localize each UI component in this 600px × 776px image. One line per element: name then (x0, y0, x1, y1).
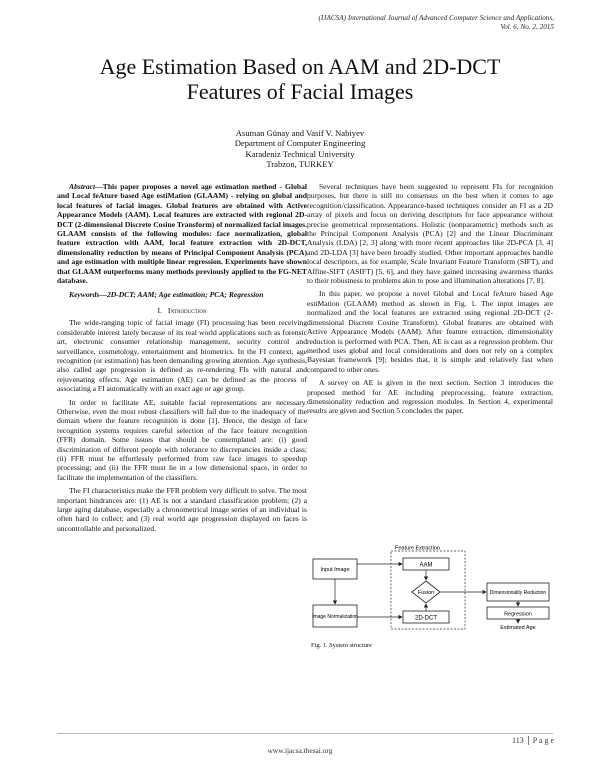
journal-header (319, 14, 554, 32)
section-title: Introduction (167, 305, 207, 315)
footer-url: www.ijacsa.thesai.org (267, 746, 333, 755)
body-paragraph: In this paper, we propose a novel Global and Local feAture based Age estiMation (GLAAM) method as shown in Fig. 1. The input images are normalized and the local features are extracted using regional 2D-DCT (2-dimensional Discrete Cosine Transform). Global features are obtained with Active Appearance Models (AAM). After feature extraction, dimensionality reduction is performed with PCA. Then, AE is cast as a regression problem. Our method uses global and local considerations and does not rely on a complex Bayesian framework [9]; besides that, it is simple and relatively fast when compared to other ones. (307, 289, 553, 374)
dct-label: 2D-DCT (415, 615, 437, 622)
intro-paragraph: In order to facilitate AE, suitable facial representations are necessary. Otherwise, even the most robust classifiers will fail due to the inadequacy of the domain where the feature recognition is done [1]. Hence, the design of face recognition systems requires careful selection of the face feature recognition (FFR) domain. Some issues that should be contemplated are: (i) good discrimination of different people with tolerance to discrepancies inside a class; (ii) FFR must be effortlessly performed from raw face images to speedup processing; and (ii) the FFR must lie in a low dimensional space, in order to facilitate the implementation of the classifiers. (57, 397, 307, 482)
page-divider (528, 736, 529, 745)
journal-header-line1: (IJACSA) International Journal of Advanced Computer Science and Applications, (318, 14, 554, 22)
author-university: Karadeniz Technical University (245, 148, 355, 159)
section-number: I. (157, 305, 162, 315)
page-number (512, 736, 554, 745)
regression-label: Regression (504, 611, 532, 618)
feature-extraction-label: Feature Extraction (395, 545, 440, 552)
keywords: Keywords—2D-DCT; AAM; Age estimation; PCA; Regression (69, 290, 264, 300)
image-normalization-label: Image Normalization (312, 614, 358, 620)
aam-label: AAM (419, 562, 433, 569)
paper-title (40, 54, 560, 104)
footer-rule (57, 733, 553, 734)
figure-caption: Fig. 1. System structure (311, 642, 372, 649)
author-city: Trabzon, TURKEY (266, 158, 334, 169)
body-paragraph: Several techniques have been suggested to represent FIs for recognition purposes, but there is still no consensus on the best when it comes to age recognition/classification. Appearance-based techniques consider an FI as a 2D array of pixels and focus on deriving descriptors for face appearance without precise geometrical representations. Holistic (nonparametric) methods such as the Principal Component Analysis (PCA) [2] and the Linear Discriminant Analysis (LDA) [2, 3] along with more recent approaches like 2D-PCA [3, 4] and 2D-LDA [3] have been broadly studied. Other important approaches handle local descriptors, as for example, Scale Invariant Feature Transform (SIFT), and Affine-SIFT (ASIFT) [5, 6], and they have gained increasing awareness thanks to their robustness to problems akin to pose and illumination alterations [7, 8]. (307, 182, 553, 286)
right-column (307, 182, 553, 420)
title-line2: Features of Facial Images (186, 79, 414, 104)
page-number-value: 113 (512, 736, 524, 745)
page-label: P a g e (532, 736, 554, 745)
journal-header-line2: Vol. 6, No. 2, 2015 (500, 23, 554, 31)
left-column (57, 182, 307, 537)
title-line1: Age Estimation Based on AAM and 2D-DCT (99, 54, 501, 79)
abstract (57, 182, 307, 285)
author-block (40, 128, 560, 169)
abstract-label: Abstract— (69, 182, 103, 191)
system-structure-diagram (311, 545, 551, 631)
dimensionality-reduction-label: Dimensionality Reduction (489, 590, 547, 596)
section-heading-introduction (57, 306, 307, 315)
author-names: Asuman Günay and Vasif V. Nabiyev (235, 128, 365, 138)
author-department: Department of Computer Engineering (234, 138, 366, 149)
abstract-text: This paper proposes a novel age estimation method - Global and Local feAture based Age estiMation (GLAAM) - relying on global and local features of facial images. Global features are obtained with Active Appearance Models (AAM). Local features are extracted with regional 2D-DCT (2-dimensional Discrete Cosine Transform) of normalized facial images. GLAAM consists of the following modules: face normalization, global feature extraction with AAM, local feature extraction with 2D-DCT, dimensionality reduction by means of Principal Component Analysis (PCA) and age estimation with multiple linear regression. Experiments have shown that GLAAM outperforms many methods previously applied to the FG-NET database. (57, 182, 307, 286)
body-paragraph: A survey on AE is given in the next section. Section 3 introduces the proposed method for AE including preprocessing, feature extraction, dimensionality reduction and regression modules. In Section 4, experimental results are given and Section 5 concludes the paper. (307, 378, 553, 416)
input-image-label: Input Image (320, 567, 350, 573)
fusion-label: Fusion (417, 590, 435, 596)
intro-paragraph: The wide-ranging topic of facial image (FI) processing has been receiving considerable interest lately because of its real world applications such as forensic art, electronic consumer relationship management, security control and surveillance, cosmetology, entertainment and biometrics. In the FI context, age recognition (or estimation) has been demanding growing attention. Age synthesis, also called age progression is defined as re-rendering FIs with natural and rejuvenating effects. Age estimation (AE) can be defined as the process of associating a FI automatically with an exact age or age group. (57, 318, 307, 394)
intro-paragraph: The FI characteristics make the FFR problem very difficult to solve. The most important hindrances are: (1) AE is not a standard classification problem; (2) a large aging database, especially a chronometrical image series of an individual is often hard to collect; and (3) real world age progression displayed on faces is uncontrollable and personalized. (57, 486, 307, 533)
estimated-age-label: Estimated Age (500, 625, 536, 631)
